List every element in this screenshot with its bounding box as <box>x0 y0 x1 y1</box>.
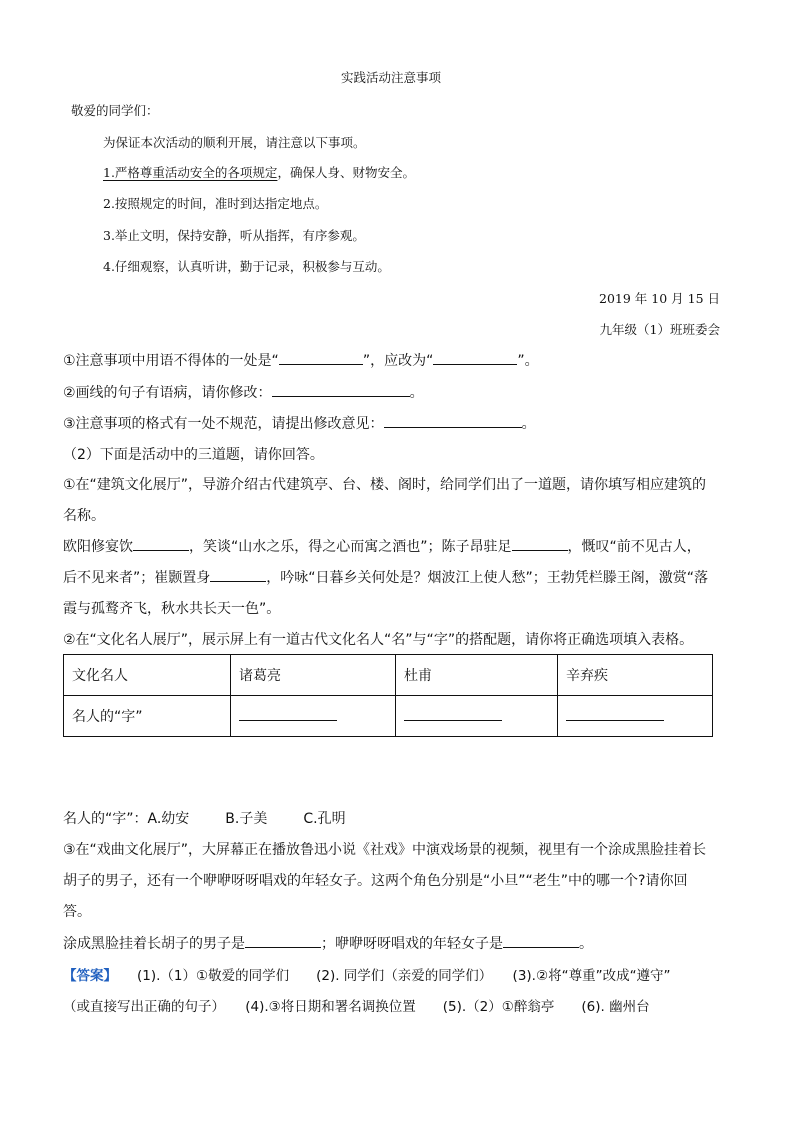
answer-blank[interactable] <box>384 413 522 428</box>
fill-text: 涂成黑脸挂着长胡子的男子是 <box>63 936 245 952</box>
fill-text: ，笑谈“山水之乐，得之心而寓之酒也”；陈子昂驻足 <box>189 539 512 555</box>
answer-blank[interactable] <box>566 708 664 721</box>
question-3 <box>63 413 536 433</box>
answer-blank[interactable] <box>404 708 502 721</box>
table-cell[interactable] <box>231 696 396 737</box>
option-a: A.幼安 <box>147 811 190 827</box>
table-cell: 杜甫 <box>396 655 558 696</box>
table-cell: 诸葛亮 <box>231 655 396 696</box>
notice-title: 实践活动注意事项 <box>341 70 442 85</box>
architecture-fill-line-3: 霞与孤鹜齐飞，秋水共长天一色”。 <box>63 601 281 617</box>
part-2-heading: （2）下面是活动中的三道题，请你回答。 <box>63 447 324 463</box>
fill-text: ，吟咏“日暮乡关何处是？烟波江上使人愁”；王勃凭栏滕王阁，激赏“落 <box>266 570 709 586</box>
question-3-end: 。 <box>521 416 536 432</box>
notice-signer: 九年级（1）班班委会 <box>599 322 720 337</box>
notice-item-3: 3.举止文明，保持安静，听从指挥，有序参观。 <box>103 228 365 243</box>
question-1-text-a: ①注意事项中用语不得体的一处是“ <box>63 353 279 369</box>
question-1-text-b: ”，应改为“ <box>362 353 434 369</box>
question-2 <box>63 382 424 402</box>
notice-date: 2019 年 10 月 15 日 <box>599 291 720 306</box>
answer-blank[interactable] <box>239 708 337 721</box>
opera-fill-line <box>63 933 593 953</box>
question-2-text: ②画线的句子有语病，请你修改： <box>63 385 272 401</box>
answer-blank[interactable] <box>503 933 579 948</box>
answer-text-1: (1).（1）①敬爱的同学们 (2). 同学们（亲爱的同学们） (3).②将“尊重”改成“遵守” <box>137 968 671 984</box>
answer-line-2: （或直接写出正确的句子） (4).③将日期和署名调换位置 (5).（2）①醉翁亭 (6). 幽州台 <box>63 999 650 1015</box>
architecture-question-line-1: ①在“建筑文化展厅”，导游介绍古代建筑亭、台、楼、阁时，给同学们出了一道题，请你填写相应建筑的 <box>63 477 707 493</box>
fill-text: 后不见来者”；崔颢置身 <box>63 570 211 586</box>
names-table <box>63 654 713 737</box>
notice-item-4: 4.仔细观察，认真听讲，勤于记录，积极参与互动。 <box>103 259 390 274</box>
question-1-text-c: ”。 <box>517 353 539 369</box>
answer-blank[interactable] <box>210 567 266 582</box>
answer-blank[interactable] <box>272 382 410 397</box>
answer-line-1 <box>63 964 671 984</box>
names-question: ②在“文化名人展厅”，展示屏上有一道古代文化名人“名”与“字”的搭配题，请你将正确选项填入表格。 <box>63 632 694 648</box>
answer-blank[interactable] <box>133 536 189 551</box>
opera-question-line-1: ③在“戏曲文化展厅”，大屏幕正在播放鲁迅小说《社戏》中演戏场景的视频，视里有一个涂成黑脸挂着长 <box>63 842 707 858</box>
option-c: C.孔明 <box>303 811 346 827</box>
fill-text: ；咿咿呀呀唱戏的年轻女子是 <box>321 936 503 952</box>
options-label: 名人的“字”： <box>63 811 148 827</box>
notice-greeting: 敬爱的同学们： <box>71 103 159 118</box>
opera-question-line-3: 答。 <box>63 904 91 920</box>
answer-blank[interactable] <box>512 536 568 551</box>
architecture-question-line-2: 名称。 <box>63 508 105 524</box>
answer-blank[interactable] <box>245 933 321 948</box>
underlined-sentence: 1.严格尊重活动安全的各项规定 <box>103 165 278 180</box>
table-row <box>64 696 713 737</box>
notice-item-1 <box>103 163 415 181</box>
options-line <box>63 808 346 828</box>
fill-text: 欧阳修宴饮 <box>63 539 133 555</box>
notice-item-2: 2.按照规定的时间，准时到达指定地点。 <box>103 196 328 211</box>
architecture-fill-line-2 <box>63 567 708 587</box>
fill-text: ，慨叹“前不见古人， <box>567 539 701 555</box>
notice-item-1-rest: ，确保人身、财物安全。 <box>277 165 415 180</box>
answer-tag: 【答案】 <box>63 968 117 984</box>
fill-text: 。 <box>579 936 593 952</box>
option-b: B.子美 <box>225 811 268 827</box>
table-row <box>64 655 713 696</box>
table-cell[interactable] <box>558 696 713 737</box>
question-3-text: ③注意事项的格式有一处不规范，请提出修改意见： <box>63 416 384 432</box>
answer-blank[interactable] <box>433 350 517 365</box>
table-cell: 名人的“字” <box>64 696 231 737</box>
answer-blank[interactable] <box>279 350 363 365</box>
opera-question-line-2: 胡子的男子，还有一个咿咿呀呀唱戏的年轻女子。这两个角色分别是“小旦”“老生”中的哪一个?请你回 <box>63 873 688 889</box>
question-2-end: 。 <box>409 385 424 401</box>
notice-intro: 为保证本次活动的顺利开展，请注意以下事项。 <box>103 135 366 150</box>
architecture-fill-line-1 <box>63 536 701 556</box>
question-1 <box>63 350 539 370</box>
table-cell: 辛弃疾 <box>558 655 713 696</box>
table-cell: 文化名人 <box>64 655 231 696</box>
table-cell[interactable] <box>396 696 558 737</box>
